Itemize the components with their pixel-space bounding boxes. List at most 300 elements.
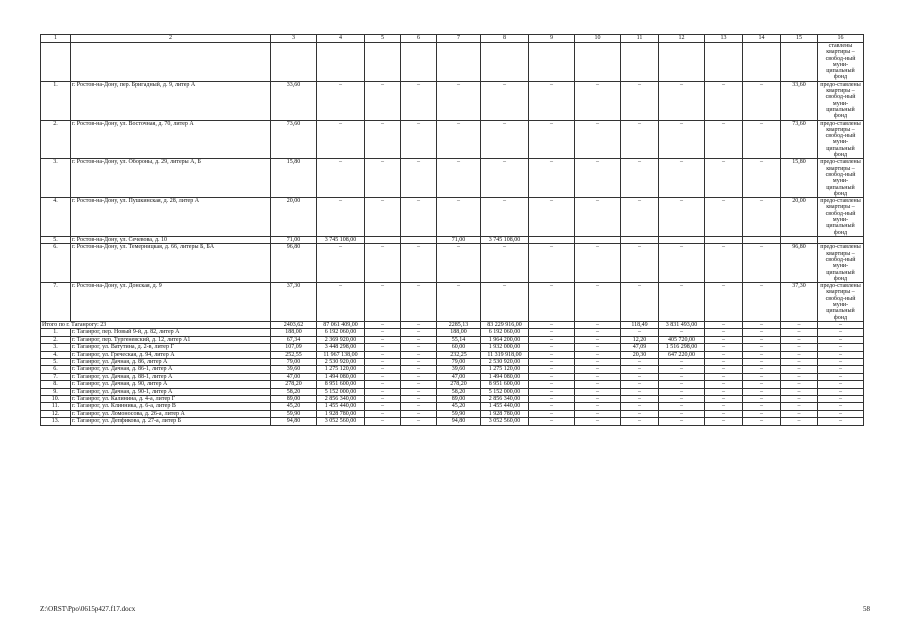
value-cell: 58,20: [271, 388, 317, 395]
value-cell: –: [705, 395, 743, 402]
value-cell: –: [529, 373, 575, 380]
row-number: 7.: [41, 283, 71, 322]
value-cell: 94,80: [437, 418, 481, 425]
address-cell: г. Таганрог, ул. Дачная, д. 86-1, литер А: [71, 366, 271, 373]
value-cell: [781, 236, 818, 243]
value-cell: 73,60: [781, 120, 818, 159]
value-cell: –: [781, 336, 818, 343]
value-cell: –: [529, 244, 575, 283]
value-cell: 1 275 120,00: [481, 366, 529, 373]
value-cell: 6 192 060,00: [317, 329, 365, 336]
value-cell: –: [659, 358, 705, 365]
row-number: 8.: [41, 381, 71, 388]
address-cell: г. Ростов-на-Дону, ул. Пушкинская, д. 28, литер А: [71, 198, 271, 237]
value-cell: –: [401, 366, 437, 373]
value-cell: –: [621, 410, 659, 417]
value-cell: 8 951 600,00: [481, 381, 529, 388]
note-cell: –: [818, 388, 864, 395]
value-cell: –: [781, 329, 818, 336]
value-cell: –: [705, 388, 743, 395]
value-cell: 3 448 298,00: [317, 344, 365, 351]
value-cell: –: [575, 366, 621, 373]
value-cell: 8 951 600,00: [317, 381, 365, 388]
value-cell: –: [705, 283, 743, 322]
value-cell: –: [781, 418, 818, 425]
note-cell: предо-ставлены квартиры – свобод-ный муни-ципальный фонд: [818, 244, 864, 283]
value-cell: –: [659, 381, 705, 388]
column-number: 3: [271, 35, 317, 43]
value-cell: 1 455 440,00: [481, 403, 529, 410]
value-cell: –: [743, 403, 781, 410]
value-cell: –: [481, 283, 529, 322]
value-cell: –: [659, 418, 705, 425]
row-number: 3.: [41, 159, 71, 198]
value-cell: –: [705, 358, 743, 365]
column-number-row: [41, 35, 864, 43]
table-row: [41, 395, 864, 402]
value-cell: –: [705, 336, 743, 343]
value-cell: 47,00: [271, 373, 317, 380]
value-cell: –: [705, 373, 743, 380]
value-cell: –: [481, 198, 529, 237]
column-number: 8: [481, 35, 529, 43]
value-cell: –: [575, 373, 621, 380]
value-cell: 1 928 780,00: [317, 410, 365, 417]
value-cell: –: [705, 351, 743, 358]
value-cell: –: [401, 321, 437, 328]
value-cell: –: [529, 321, 575, 328]
value-cell: 1 928 780,00: [481, 410, 529, 417]
table-row: [41, 344, 864, 351]
value-cell: –: [481, 159, 529, 198]
value-cell: –: [401, 373, 437, 380]
note-cell: предо-ставлены квартиры – свобод-ный муни-ципальный фонд: [818, 198, 864, 237]
row-number: 9.: [41, 388, 71, 395]
value-cell: –: [365, 358, 401, 365]
value-cell: –: [705, 366, 743, 373]
note-cell: –: [818, 344, 864, 351]
value-cell: 89,00: [437, 395, 481, 402]
value-cell: 73,60: [271, 120, 317, 159]
value-cell: –: [743, 395, 781, 402]
table-row: [41, 351, 864, 358]
value-cell: 37,30: [781, 283, 818, 322]
address-cell: г. Таганрог, ул. Клинника, д. 6-а, литер В: [71, 403, 271, 410]
value-cell: –: [365, 344, 401, 351]
value-cell: –: [575, 120, 621, 159]
value-cell: 118,49: [621, 321, 659, 328]
note-cell: –: [818, 410, 864, 417]
column-number: 10: [575, 35, 621, 43]
value-cell: 1 516 298,00: [659, 344, 705, 351]
value-cell: –: [317, 283, 365, 322]
value-cell: –: [621, 120, 659, 159]
value-cell: –: [437, 244, 481, 283]
value-cell: 1 275 120,00: [317, 366, 365, 373]
address-cell: г. Таганрог, ул. Дачная, д. 90-1, литер А: [71, 388, 271, 395]
value-cell: –: [401, 329, 437, 336]
note-cell: –: [818, 321, 864, 328]
value-cell: –: [529, 351, 575, 358]
row-number: 7.: [41, 373, 71, 380]
column-number: 1: [41, 35, 71, 43]
value-cell: 55,14: [437, 336, 481, 343]
value-cell: 1 494 080,00: [481, 373, 529, 380]
value-cell: –: [743, 358, 781, 365]
value-cell: 1 964 200,00: [481, 336, 529, 343]
value-cell: –: [365, 395, 401, 402]
value-cell: –: [781, 344, 818, 351]
row-number: 10.: [41, 395, 71, 402]
value-cell: –: [575, 388, 621, 395]
value-cell: 89,00: [271, 395, 317, 402]
value-cell: –: [621, 395, 659, 402]
value-cell: –: [365, 418, 401, 425]
value-cell: 79,00: [271, 358, 317, 365]
value-cell: 33,60: [781, 81, 818, 120]
address-cell: г. Таганрог, ул. Дачная, д. 90, литер А: [71, 381, 271, 388]
note-cell: [818, 236, 864, 243]
value-cell: –: [705, 410, 743, 417]
value-cell: –: [437, 81, 481, 120]
value-cell: –: [401, 336, 437, 343]
value-cell: –: [621, 366, 659, 373]
value-cell: [529, 236, 575, 243]
row-number: 2.: [41, 120, 71, 159]
address-cell: г. Ростов-на-Дону, ул. Восточная, д. 70, литер А: [71, 120, 271, 159]
value-cell: 45,20: [437, 403, 481, 410]
total-label: Итого по г. Таганрогу: 23: [41, 321, 271, 328]
value-cell: –: [365, 403, 401, 410]
row-number: 5.: [41, 358, 71, 365]
value-cell: –: [743, 329, 781, 336]
value-cell: –: [705, 321, 743, 328]
table-row: [41, 159, 864, 198]
file-path: Z:\ORST\Ppo\0615p427.f17.docx: [40, 605, 136, 613]
table-row: [41, 336, 864, 343]
value-cell: –: [575, 81, 621, 120]
value-cell: –: [743, 351, 781, 358]
value-cell: –: [365, 321, 401, 328]
note-cell: –: [818, 329, 864, 336]
value-cell: –: [705, 81, 743, 120]
value-cell: –: [743, 410, 781, 417]
row-number: 13.: [41, 418, 71, 425]
value-cell: –: [743, 388, 781, 395]
value-cell: 96,80: [781, 244, 818, 283]
row-number: 3.: [41, 344, 71, 351]
value-cell: –: [621, 373, 659, 380]
value-cell: 2403,62: [271, 321, 317, 328]
value-cell: –: [401, 418, 437, 425]
value-cell: [575, 236, 621, 243]
value-cell: [743, 236, 781, 243]
value-cell: –: [621, 198, 659, 237]
value-cell: –: [365, 388, 401, 395]
address-cell: г. Таганрог, ул. Депфикова, д. 27-а, литер Б: [71, 418, 271, 425]
value-cell: –: [529, 388, 575, 395]
value-cell: –: [659, 366, 705, 373]
value-cell: –: [743, 120, 781, 159]
value-cell: 2285,13: [437, 321, 481, 328]
table-row: [41, 366, 864, 373]
value-cell: –: [659, 283, 705, 322]
value-cell: –: [365, 159, 401, 198]
value-cell: –: [621, 418, 659, 425]
value-cell: –: [659, 159, 705, 198]
value-cell: –: [659, 198, 705, 237]
row-number: 4.: [41, 351, 71, 358]
column-number: 15: [781, 35, 818, 43]
value-cell: [705, 236, 743, 243]
value-cell: 2 530 920,00: [481, 358, 529, 365]
value-cell: –: [529, 329, 575, 336]
column-number: 2: [71, 35, 271, 43]
value-cell: –: [317, 198, 365, 237]
value-cell: –: [437, 198, 481, 237]
value-cell: 2 856 340,00: [481, 395, 529, 402]
value-cell: –: [621, 329, 659, 336]
value-cell: 3 745 108,00: [317, 236, 365, 243]
value-cell: –: [743, 366, 781, 373]
address-cell: г. Таганрог, пер. Тургеневский, д. 12, литер А1: [71, 336, 271, 343]
table-row: [41, 120, 864, 159]
address-cell: г. Таганрог, ул. Греческая, д. 94, литер А: [71, 351, 271, 358]
row-number: 4.: [41, 198, 71, 237]
value-cell: –: [401, 403, 437, 410]
value-cell: –: [781, 410, 818, 417]
value-cell: 71,00: [437, 236, 481, 243]
value-cell: –: [705, 329, 743, 336]
note-cell: –: [818, 381, 864, 388]
value-cell: –: [529, 395, 575, 402]
column-number: 6: [401, 35, 437, 43]
value-cell: 83 229 916,00: [481, 321, 529, 328]
note-cell: предо-ставлены квартиры – свобод-ный муни-ципальный фонд: [818, 283, 864, 322]
value-cell: –: [529, 344, 575, 351]
value-cell: 188,00: [271, 329, 317, 336]
table-row: [41, 81, 864, 120]
continuation-row: [41, 43, 864, 82]
value-cell: 87 061 409,00: [317, 321, 365, 328]
value-cell: 188,00: [437, 329, 481, 336]
table-row: [41, 236, 864, 243]
value-cell: –: [317, 120, 365, 159]
value-cell: –: [529, 403, 575, 410]
value-cell: –: [621, 403, 659, 410]
value-cell: 2 369 920,00: [317, 336, 365, 343]
value-cell: 47,00: [437, 373, 481, 380]
value-cell: –: [659, 120, 705, 159]
value-cell: –: [575, 283, 621, 322]
column-number: 9: [529, 35, 575, 43]
value-cell: 278,20: [437, 381, 481, 388]
table-row: [41, 198, 864, 237]
row-number: 1.: [41, 329, 71, 336]
address-cell: г. Таганрог, ул. Ватутина, д. 2-в, литер Г: [71, 344, 271, 351]
value-cell: 3 745 108,00: [481, 236, 529, 243]
value-cell: –: [365, 81, 401, 120]
value-cell: 107,09: [271, 344, 317, 351]
table-row: [41, 381, 864, 388]
value-cell: –: [743, 321, 781, 328]
value-cell: –: [743, 81, 781, 120]
value-cell: –: [529, 358, 575, 365]
value-cell: –: [437, 283, 481, 322]
value-cell: –: [781, 403, 818, 410]
note-cell: –: [818, 351, 864, 358]
address-cell: г. Ростов-на-Дону, ул. Сечевова, д. 10: [71, 236, 271, 243]
value-cell: 15,80: [271, 159, 317, 198]
value-cell: 37,30: [271, 283, 317, 322]
value-cell: –: [529, 418, 575, 425]
value-cell: 278,20: [271, 381, 317, 388]
address-cell: г. Ростов-на-Дону, пер. Бригадный, д. 9, литер А: [71, 81, 271, 120]
row-number: 6.: [41, 366, 71, 373]
value-cell: 59,90: [437, 410, 481, 417]
address-cell: г. Ростов-на-Дону, ул. Обороны, д. 29, литеры А, Б: [71, 159, 271, 198]
value-cell: –: [401, 244, 437, 283]
total-row: [41, 321, 864, 328]
value-cell: –: [659, 395, 705, 402]
value-cell: –: [621, 244, 659, 283]
value-cell: 12,20: [621, 336, 659, 343]
value-cell: –: [365, 120, 401, 159]
value-cell: –: [705, 159, 743, 198]
continuation-note: ставлены квартиры – свобод-ный муни-ципальный фонд: [818, 43, 864, 82]
value-cell: –: [781, 388, 818, 395]
value-cell: –: [401, 381, 437, 388]
value-cell: –: [659, 403, 705, 410]
value-cell: –: [401, 344, 437, 351]
note-cell: –: [818, 373, 864, 380]
address-cell: г. Таганрог, пер. Новый 9-й, д. 82, литер А: [71, 329, 271, 336]
address-cell: г. Таганрог, ул. Ломоносова, д. 26-а, литер А: [71, 410, 271, 417]
value-cell: –: [401, 159, 437, 198]
value-cell: [659, 236, 705, 243]
table-row: [41, 418, 864, 425]
value-cell: –: [705, 381, 743, 388]
value-cell: –: [481, 120, 529, 159]
address-cell: г. Ростов-на-Дону, ул. Темерницкая, д. 66, литеры Б, БА: [71, 244, 271, 283]
value-cell: –: [529, 366, 575, 373]
value-cell: –: [529, 159, 575, 198]
value-cell: 405 720,00: [659, 336, 705, 343]
value-cell: –: [437, 159, 481, 198]
value-cell: –: [365, 351, 401, 358]
value-cell: 94,80: [271, 418, 317, 425]
note-cell: –: [818, 336, 864, 343]
value-cell: –: [575, 358, 621, 365]
column-number: 13: [705, 35, 743, 43]
value-cell: 6 192 060,00: [481, 329, 529, 336]
value-cell: –: [743, 159, 781, 198]
value-cell: –: [781, 358, 818, 365]
note-cell: –: [818, 366, 864, 373]
table-row: [41, 410, 864, 417]
value-cell: –: [481, 81, 529, 120]
value-cell: –: [529, 336, 575, 343]
table-row: [41, 373, 864, 380]
value-cell: –: [401, 120, 437, 159]
value-cell: –: [575, 395, 621, 402]
value-cell: –: [529, 283, 575, 322]
value-cell: 647 220,00: [659, 351, 705, 358]
value-cell: 60,00: [437, 344, 481, 351]
value-cell: –: [529, 381, 575, 388]
value-cell: 2 530 920,00: [317, 358, 365, 365]
value-cell: 20,30: [621, 351, 659, 358]
value-cell: –: [659, 388, 705, 395]
value-cell: 11 967 138,00: [317, 351, 365, 358]
value-cell: –: [365, 366, 401, 373]
value-cell: 1 932 000,00: [481, 344, 529, 351]
table-row: [41, 403, 864, 410]
note-cell: предо-ставлены квартиры – свобод-ный муни-ципальный фонд: [818, 120, 864, 159]
value-cell: 33,60: [271, 81, 317, 120]
value-cell: –: [659, 373, 705, 380]
value-cell: –: [317, 159, 365, 198]
value-cell: 67,34: [271, 336, 317, 343]
value-cell: 3 052 560,00: [317, 418, 365, 425]
value-cell: –: [529, 410, 575, 417]
note-cell: –: [818, 395, 864, 402]
value-cell: –: [365, 329, 401, 336]
value-cell: [401, 236, 437, 243]
value-cell: 3 831 493,00: [659, 321, 705, 328]
value-cell: –: [575, 351, 621, 358]
row-number: 11.: [41, 403, 71, 410]
value-cell: 20,00: [781, 198, 818, 237]
value-cell: –: [743, 344, 781, 351]
value-cell: 1 455 440,00: [317, 403, 365, 410]
row-number: 1.: [41, 81, 71, 120]
address-cell: г. Ростов-на-Дону, ул. Донская, д. 9: [71, 283, 271, 322]
value-cell: 39,60: [271, 366, 317, 373]
value-cell: –: [705, 244, 743, 283]
page-number: 58: [863, 605, 870, 613]
address-cell: г. Таганрог, ул. Дачная, д. 88-1, литер А: [71, 373, 271, 380]
value-cell: –: [365, 244, 401, 283]
value-cell: –: [575, 336, 621, 343]
value-cell: –: [529, 120, 575, 159]
value-cell: –: [743, 283, 781, 322]
value-cell: –: [659, 81, 705, 120]
value-cell: –: [365, 373, 401, 380]
column-number: 12: [659, 35, 705, 43]
column-number: 11: [621, 35, 659, 43]
value-cell: –: [575, 198, 621, 237]
column-number: 14: [743, 35, 781, 43]
value-cell: 47,09: [621, 344, 659, 351]
value-cell: –: [401, 388, 437, 395]
row-number: 6.: [41, 244, 71, 283]
value-cell: –: [781, 381, 818, 388]
value-cell: –: [659, 329, 705, 336]
value-cell: 2 856 340,00: [317, 395, 365, 402]
value-cell: –: [575, 381, 621, 388]
value-cell: –: [365, 410, 401, 417]
value-cell: –: [781, 395, 818, 402]
value-cell: –: [529, 81, 575, 120]
value-cell: 59,90: [271, 410, 317, 417]
column-number: 4: [317, 35, 365, 43]
value-cell: –: [401, 410, 437, 417]
value-cell: –: [401, 198, 437, 237]
row-number: 5.: [41, 236, 71, 243]
value-cell: –: [743, 198, 781, 237]
value-cell: –: [575, 329, 621, 336]
